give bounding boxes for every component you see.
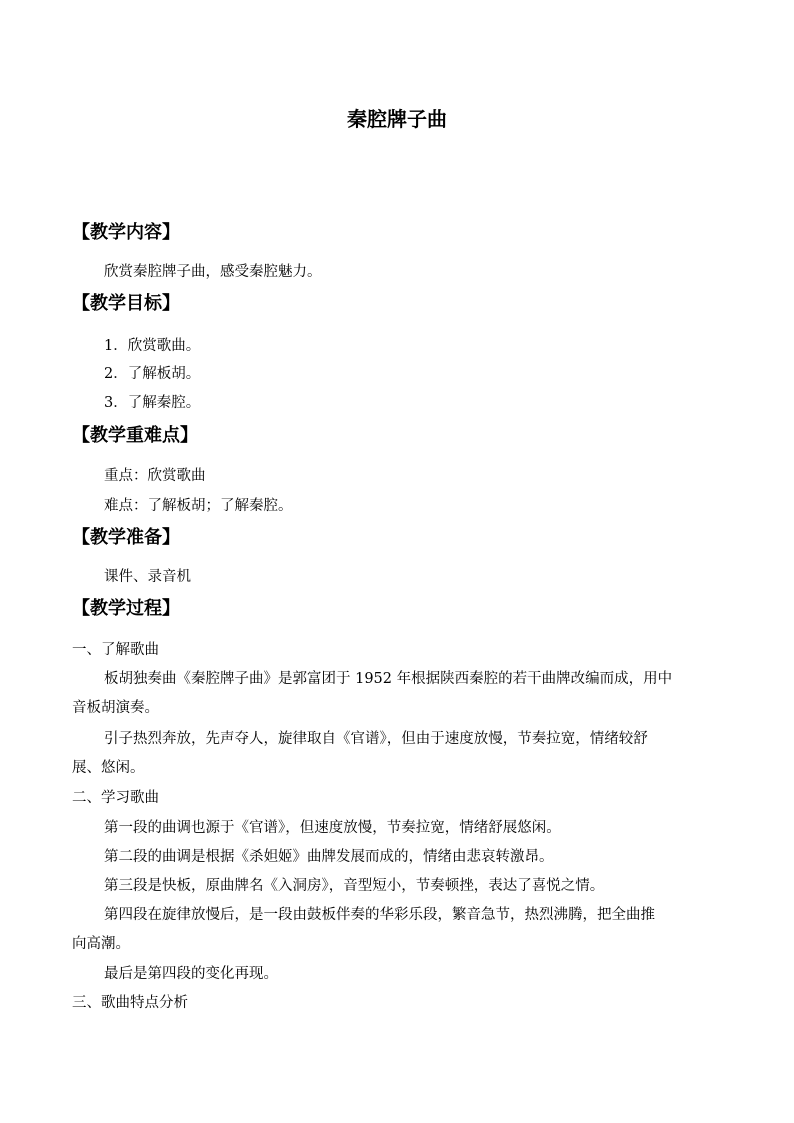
process-part1-heading: 一、了解歌曲	[72, 642, 159, 658]
preparation-line: 课件、录音机	[104, 569, 191, 585]
key-point-line: 重点：欣赏歌曲	[104, 468, 206, 484]
difficult-point-line: 难点：了解板胡；了解秦腔。	[104, 498, 293, 514]
section-heading-goals: 【教学目标】	[72, 293, 180, 314]
process-part2-heading: 二、学习歌曲	[72, 790, 159, 806]
paragraph-line: 向高潮。	[72, 936, 130, 952]
section-heading-process: 【教学过程】	[72, 598, 180, 619]
paragraph-line: 最后是第四段的变化再现。	[104, 966, 278, 982]
paragraph-line: 第二段的曲调是根据《杀妲姬》曲牌发展而成的，情绪由悲哀转激昂。	[104, 849, 554, 865]
goal-item-2: 2．了解板胡。	[104, 366, 201, 382]
paragraph-line: 引子热烈奔放，先声夺人，旋律取自《官谱》，但由于速度放慢，节奏拉宽，情绪较舒	[104, 731, 648, 747]
section-heading-key-points: 【教学重难点】	[72, 425, 198, 446]
paragraph-line: 板胡独奏曲《秦腔牌子曲》是郭富团于 1952 年根据陕西秦腔的若干曲牌改编而成，用中	[104, 671, 673, 687]
page-title: 秦腔牌子曲	[347, 107, 447, 131]
paragraph-line: 展、悠闲。	[72, 760, 145, 776]
process-part3-heading: 三、歌曲特点分析	[72, 995, 188, 1011]
section-heading-content: 【教学内容】	[72, 222, 180, 243]
content-line: 欣赏秦腔牌子曲，感受秦腔魅力。	[104, 264, 322, 280]
goal-item-1: 1．欣赏歌曲。	[104, 338, 201, 354]
paragraph-line: 第一段的曲调也源于《官谱》，但速度放慢，节奏拉宽，情绪舒展悠闲。	[104, 820, 561, 836]
paragraph-line: 第四段在旋律放慢后，是一段由鼓板伴奏的华彩乐段，繁音急节，热烈沸腾，把全曲推	[104, 907, 655, 923]
paragraph-line: 音板胡演奏。	[72, 700, 159, 716]
goal-item-3: 3．了解秦腔。	[104, 395, 201, 411]
paragraph-line: 第三段是快板，原曲牌名《入洞房》，音型短小，节奏顿挫，表达了喜悦之情。	[104, 878, 605, 894]
section-heading-preparation: 【教学准备】	[72, 527, 180, 548]
